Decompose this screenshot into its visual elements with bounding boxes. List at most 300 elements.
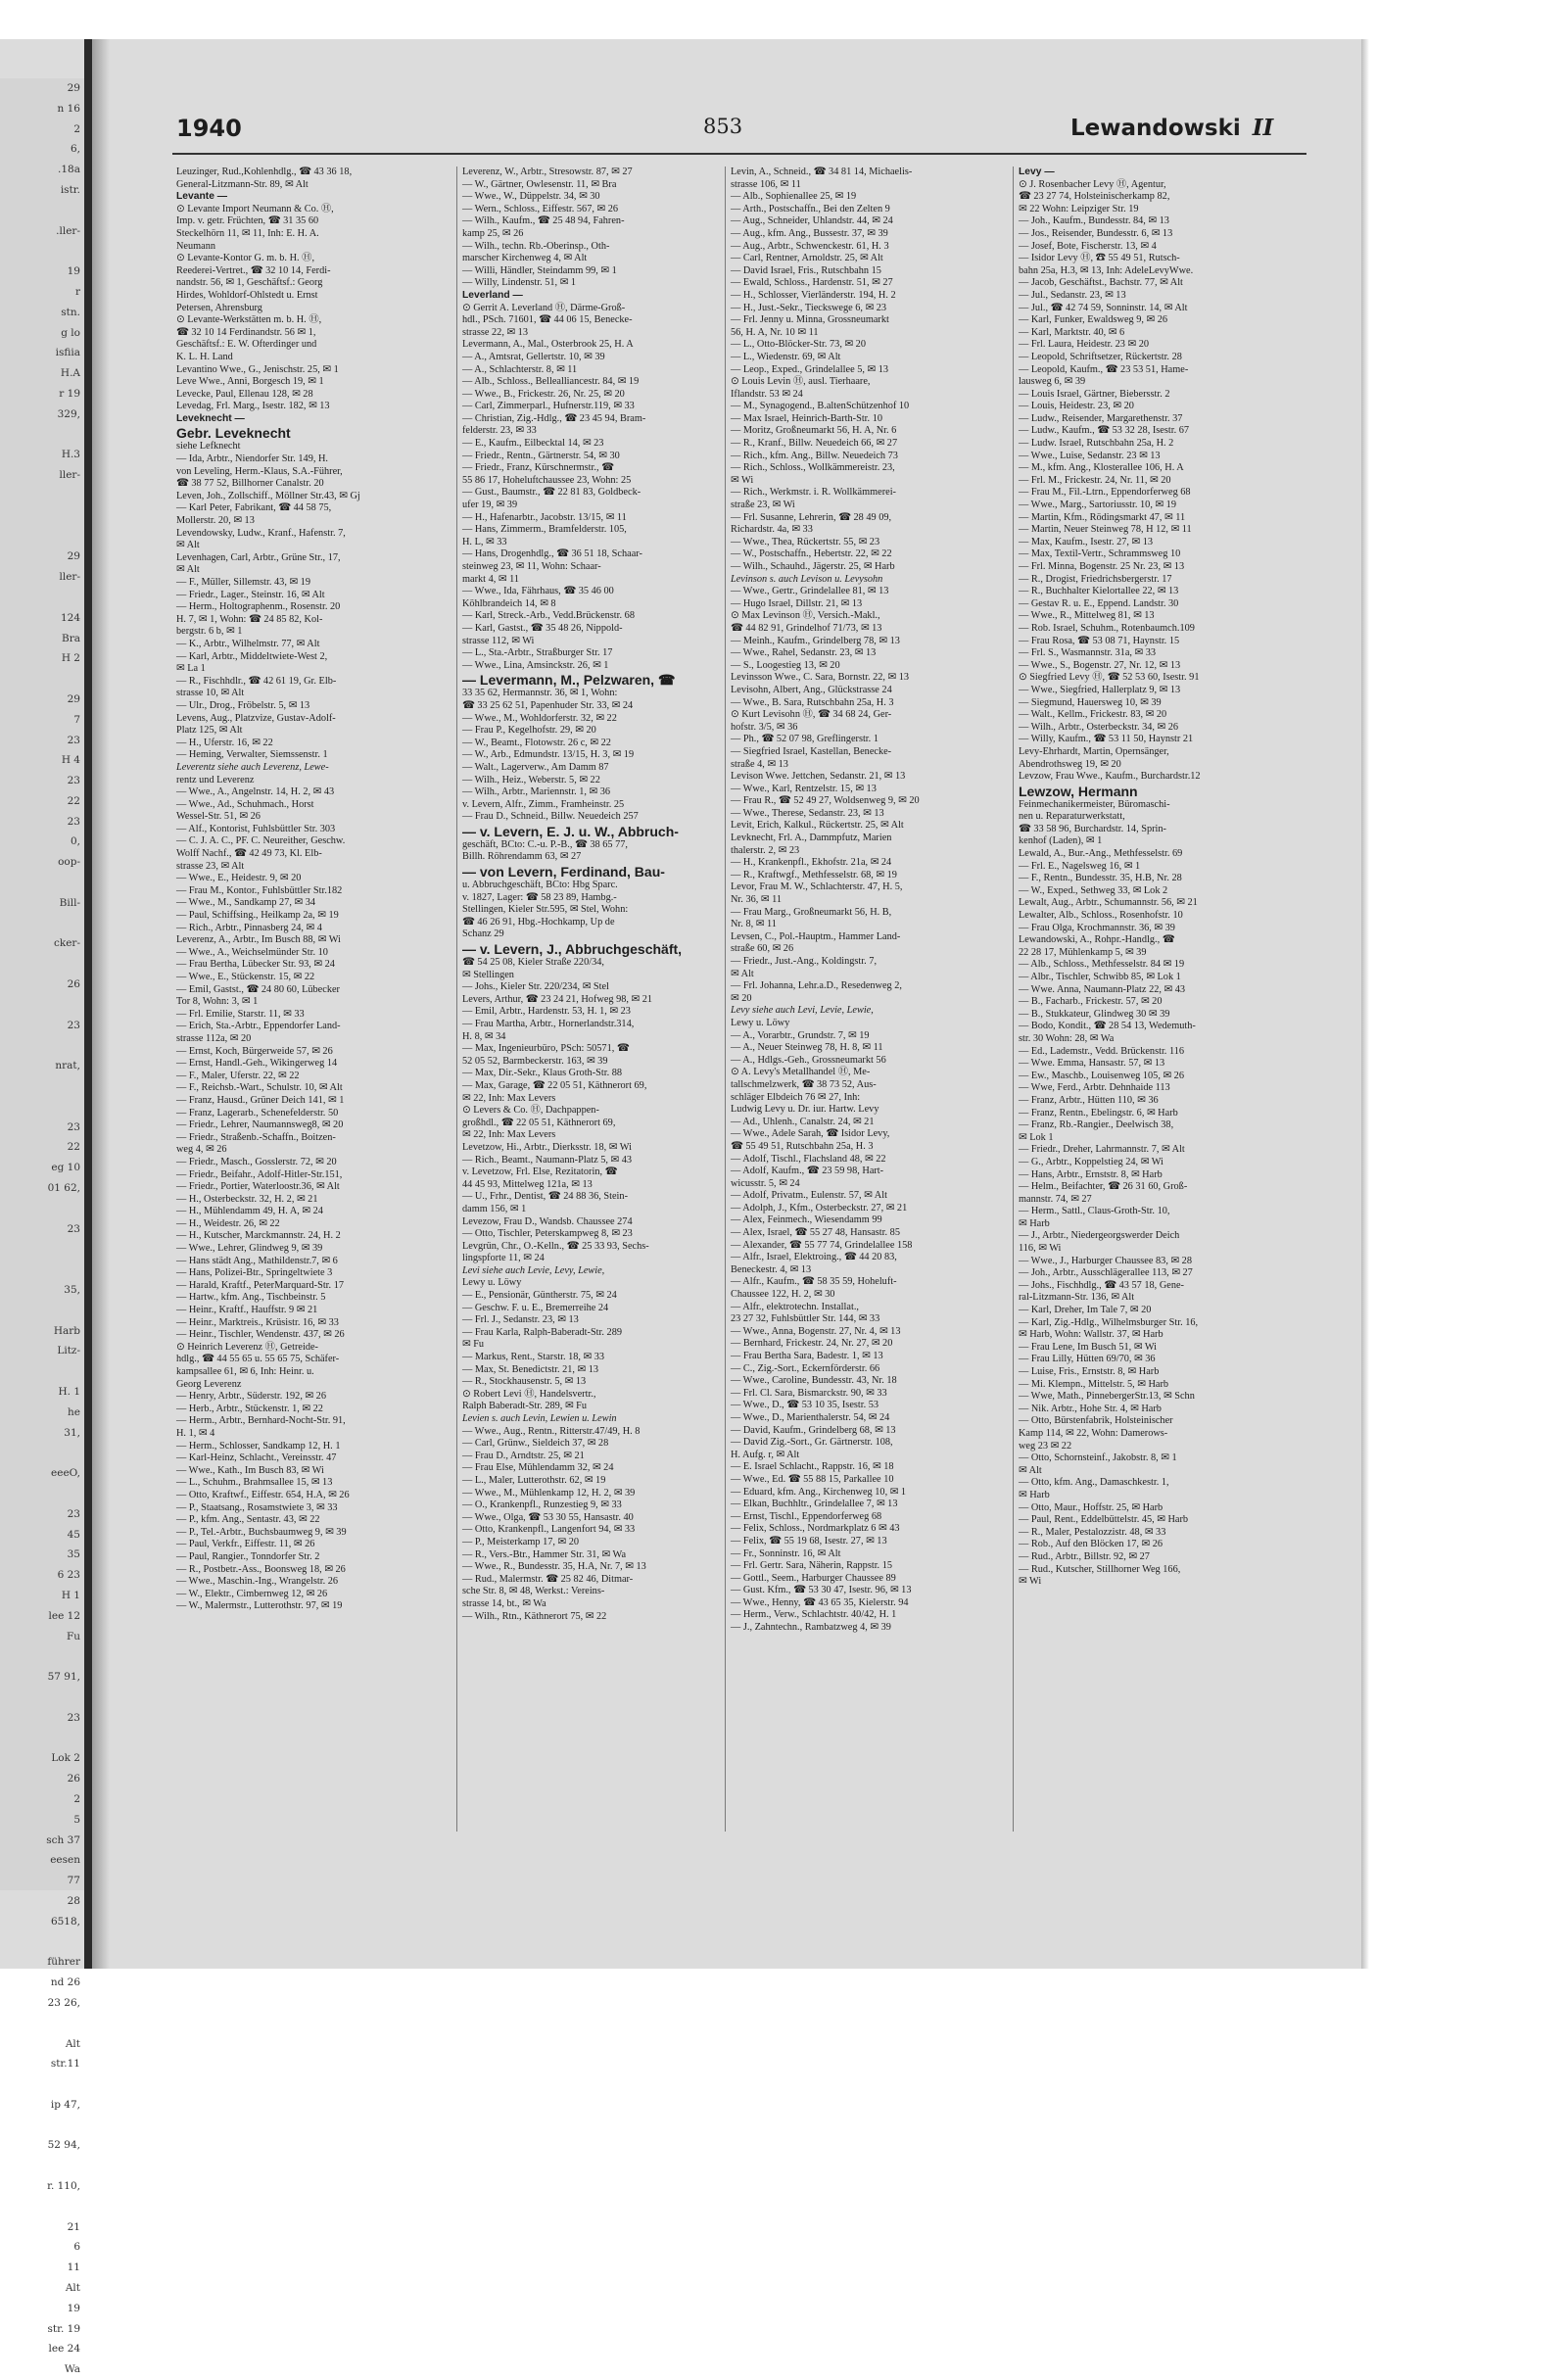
directory-entry: Leuzinger, Rud.,Kohlenhdlg., ☎ 43 36 18, — [176, 167, 353, 177]
directory-entry: ✉ Harb — [1019, 1489, 1050, 1500]
prev-page-fragment: .ller- — [56, 224, 80, 237]
directory-entry: — M., kfm. Ang., Klosterallee 106, H. A — [1019, 462, 1184, 474]
directory-entry: — F., Reichsb.-Wart., Schulstr. 10, ✉ Alt — [176, 1082, 343, 1094]
directory-entry: — Paul, Schiffsing., Heilkamp 2a, ✉ 19 — [176, 910, 339, 922]
directory-entry: — L., Wiedenstr. 69, ✉ Alt — [731, 351, 841, 362]
directory-heading: Leverland — — [462, 289, 523, 301]
directory-entry: — E., Kaufm., Eilbecktal 14, ✉ 23 — [462, 438, 604, 450]
directory-column-2 — [462, 167, 738, 1623]
directory-entry: — W., Postschaffn., Hebertstr. 22, ✉ 22 — [731, 548, 892, 560]
directory-entry: Levison Wwe. Jettchen, Sedanstr. 21, ✉ 13 — [731, 771, 906, 783]
directory-entry: strasse 22, ✉ 13 — [462, 326, 528, 338]
directory-entry: Levedag, Frl. Marg., Isestr. 182, ✉ 13 — [176, 401, 330, 412]
directory-entry: ✉ Alt — [176, 564, 200, 576]
prev-page-fragment: Lok 2 — [51, 1752, 80, 1765]
directory-heading: — von Levern, Ferdinand, Bau- — [462, 864, 665, 881]
directory-entry: — Frau Marg., Großneumarkt 56, H. B, — [731, 906, 892, 918]
directory-entry: ✉ Lok 1 — [1019, 1131, 1054, 1143]
prev-page-fragment: ip 47, — [50, 2098, 80, 2111]
directory-entry: ral-Litzmann-Str. 136, ✉ Alt — [1019, 1292, 1135, 1304]
prev-page-fragment: H 4 — [61, 754, 80, 767]
column-rule — [1013, 167, 1014, 1832]
prev-page-fragment: Harb — [53, 1324, 80, 1337]
directory-entry: — Arth., Postschaffn., Bei den Zelten 9 — [731, 203, 890, 214]
directory-entry: — Josef, Bote, Fischerstr. 13, ✉ 4 — [1019, 240, 1157, 252]
directory-entry: Chaussee 122, H. 2, ✉ 30 — [731, 1289, 835, 1301]
running-head-name: Lewandowski — [1070, 116, 1241, 141]
prev-page-fragment: H. 1 — [58, 1386, 80, 1398]
directory-entry: — Leopold, Schriftsetzer, Rückertstr. 28 — [1019, 351, 1182, 362]
directory-entry: hofstr. 3/5, ✉ 36 — [731, 721, 798, 733]
directory-entry: — David Zig.-Sort., Gr. Gärtnerstr. 108, — [731, 1437, 893, 1449]
prev-page-fragment — [0, 1239, 84, 1260]
directory-entry: — Wwe., Olga, ☎ 53 30 55, Hansastr. 40 — [462, 1511, 634, 1523]
prev-page-fragment: 57 91, — [47, 1671, 80, 1684]
directory-entry: — Alf., Kontorist, Fuhlsbüttler Str. 303 — [176, 823, 336, 834]
prev-page-fragment — [0, 2014, 84, 2034]
directory-entry: — Martin, Neuer Steinweg 78, H 12, ✉ 11 — [1019, 524, 1192, 536]
directory-entry: Abendrothsweg 19, ✉ 20 — [1019, 758, 1121, 770]
prev-page-fragment: 23 — [67, 1711, 80, 1724]
directory-entry: Stellingen, Kieler Str.595, ✉ Stel, Wohn: — [462, 904, 629, 916]
directory-entry: kenhof (Laden), ✉ 1 — [1019, 835, 1103, 847]
directory-entry: — O., Krankenpfl., Runzestieg 9, ✉ 33 — [462, 1499, 622, 1511]
prev-page-fragment: 28 — [67, 1894, 80, 1907]
prev-page-fragment: 6, — [70, 143, 80, 156]
directory-entry: — Helm., Beifachter, ☎ 26 31 60, Groß- — [1019, 1181, 1188, 1193]
directory-entry: — Wwe, Ferd., Arbtr. Dehnhaide 113 — [1019, 1082, 1170, 1094]
prev-page-fragment — [0, 1361, 84, 1382]
directory-entry: — Wwe. Emma, Hansastr. 57, ✉ 13 — [1019, 1058, 1165, 1070]
directory-entry: — Jul., ☎ 42 74 59, Sonninstr. 14, ✉ Alt — [1019, 302, 1188, 313]
directory-entry: ⊙ Kurt Levisohn Ⓗ, ☎ 34 68 24, Ger- — [731, 709, 892, 721]
directory-entry: — Mi. Klempn., Mittelstr. 5, ✉ Harb — [1019, 1378, 1169, 1390]
directory-entry: — Albr., Tischler, Schwibb 85, ✉ Lok 1 — [1019, 972, 1181, 982]
directory-entry: — Frl. Susanne, Lehrerin, ☎ 28 49 09, — [731, 511, 892, 523]
directory-entry: strasse 14, bt., ✉ Wa — [462, 1597, 546, 1609]
directory-entry: — Frau R., ☎ 52 49 27, Woldsenweg 9, ✉ 20 — [731, 795, 920, 807]
directory-entry: — Wwe., E., Stückenstr. 15, ✉ 22 — [176, 972, 315, 982]
directory-entry: — Hans, Zimmerm., Bramfelderstr. 105, — [462, 524, 627, 536]
directory-entry: — Frau M., Fil.-Ltrn., Eppendorferweg 68 — [1019, 487, 1191, 499]
prev-page-fragment: isfiia — [55, 347, 80, 359]
directory-entry: — Meinh., Kaufm., Grindelberg 78, ✉ 13 — [731, 635, 900, 646]
directory-entry: Hirdes, Wohldorf-Ohlstedt u. Ernst — [176, 289, 318, 301]
prev-page-fragment — [0, 201, 84, 221]
prev-page-fragment: ller- — [59, 571, 80, 584]
directory-entry: kamp 25, ✉ 26 — [462, 227, 524, 239]
page-number: 853 — [703, 115, 743, 138]
directory-entry: — R., Buchhalter Kielortallee 22, ✉ 13 — [1019, 586, 1179, 597]
directory-entry: — Otto, Bürstenfabrik, Holsteinischer — [1019, 1415, 1173, 1427]
directory-entry: — Friedr., Franz, Kürschnermstr., ☎ — [462, 462, 614, 474]
directory-entry: — Emil, Gastst., ☎ 24 80 60, Lübecker — [176, 983, 340, 995]
directory-entry: Geschäftsf.: E. W. Ofterdinger und — [176, 339, 317, 351]
prev-page-fragment: ller- — [59, 469, 80, 482]
directory-entry: — G., Arbtr., Koppelstieg 24, ✉ Wi — [1019, 1156, 1163, 1167]
directory-entry: — Ernst, Handl.-Geh., Wikingerweg 14 — [176, 1058, 338, 1070]
directory-entry: Neumann — [176, 240, 216, 252]
directory-entry: v. 1827, Lager: ☎ 58 23 89, Hambg.- — [462, 891, 617, 903]
prev-page-fragment: eeeO, — [51, 1467, 80, 1480]
directory-entry: — Paul, Rent., Eddelbüttelstr. 45, ✉ Harb — [1019, 1514, 1189, 1526]
directory-entry: — P., Staatsang., Rosamstwiete 3, ✉ 33 — [176, 1501, 338, 1513]
directory-entry: — Karl, Arbtr., Middeltwiete-West 2, — [176, 650, 328, 662]
prev-page-fragment — [0, 1301, 84, 1321]
directory-entry: — Wwe., M., Sandkamp 27, ✉ 34 — [176, 897, 315, 909]
directory-entry: — Otto, Tischler, Peterskampweg 8, ✉ 23 — [462, 1228, 633, 1240]
prev-page-fragment: str.11 — [50, 2058, 80, 2071]
prev-page-fragment: 19 — [67, 265, 80, 278]
prev-page-fragment: 19 — [67, 2302, 80, 2314]
directory-entry: — Max, Ingenieurbüro, PSch: 50571, ☎ — [462, 1043, 630, 1055]
directory-entry: H. 1, ✉ 4 — [176, 1427, 215, 1439]
directory-entry: — Frl. J., Sedanstr. 23, ✉ 13 — [462, 1314, 579, 1326]
directory-entry: — W., Beamt., Flotowstr. 26 c, ✉ 22 — [462, 737, 611, 748]
prev-page-fragment — [0, 241, 84, 262]
directory-entry: Feinmechanikermeister, Büromaschi- — [1019, 798, 1170, 810]
directory-entry: — W., Gärtner, Owlesenstr. 11, ✉ Bra — [462, 178, 617, 190]
prev-page-fragment: 35, — [64, 1284, 80, 1297]
directory-entry: ⊙ Gerrit A. Leverland Ⓗ, Därme-Groß- — [462, 302, 626, 313]
directory-entry: — Frau Bertha Sara, Badestr. 1, ✉ 13 — [731, 1351, 883, 1361]
prev-page-fragment — [0, 1932, 84, 1953]
directory-entry: — Wwe., Karl, Rentzelstr. 15, ✉ 13 — [731, 783, 877, 794]
directory-entry: — L., Schuhm., Brahmsallee 15, ✉ 13 — [176, 1477, 333, 1489]
prev-page-fragment: oop- — [58, 856, 80, 869]
prev-page-fragment: 77 — [67, 1875, 80, 1887]
directory-entry: — Otto, Kraftwf., Eiffestr. 654, H.A, ✉ 26 — [176, 1489, 350, 1500]
directory-column-3 — [731, 167, 1007, 1635]
directory-entry: — Ernst, Tischl., Eppendorferweg 68 — [731, 1510, 882, 1522]
prev-page-fragment: 7 — [73, 713, 80, 726]
directory-entry: — Wwe., B. Sara, Rutschbahn 25a, H. 3 — [731, 696, 894, 708]
prev-page-fragment: .18a — [58, 164, 80, 176]
directory-entry: — H., Hafenarbtr., Jacobstr. 13/15, ✉ 11 — [462, 511, 627, 523]
prev-page-fragment: Bra — [62, 632, 80, 644]
directory-entry: ☎ 33 25 62 51, Papenhuder Str. 33, ✉ 24 — [462, 699, 634, 711]
directory-entry: — Otto, kfm. Ang., Damaschkestr. 1, — [1019, 1477, 1169, 1489]
directory-entry: — Wwe., Lehrer, Glindweg 9, ✉ 39 — [176, 1243, 323, 1255]
prev-page-fragment: g lo — [61, 326, 80, 339]
column-rule — [456, 167, 457, 1832]
directory-entry: — Friedr., Portier, Waterloostr.36, ✉ Alt — [176, 1181, 340, 1193]
directory-entry: — Max, St. Benedictstr. 21, ✉ 13 — [462, 1363, 599, 1375]
directory-entry: — Frl. Emilie, Starstr. 11, ✉ 33 — [176, 1008, 305, 1020]
directory-entry: — R., Postbetr.-Ass., Boonsweg 18, ✉ 26 — [176, 1563, 346, 1575]
directory-entry: — Martin, Kfm., Rödingsmarkt 47, ✉ 11 — [1019, 511, 1186, 523]
directory-entry: — Ludw., Kaufm., ☎ 53 32 28, Isestr. 67 — [1019, 425, 1190, 437]
directory-entry: ☎ 46 26 91, Hbg.-Hochkamp, Up de — [462, 916, 615, 928]
prev-page-fragment: 26 — [67, 1773, 80, 1785]
directory-entry: von Leveling, Herm.-Klaus, S.A.-Führer, — [176, 465, 343, 477]
directory-heading: Levante — — [176, 191, 228, 203]
directory-entry: — Carl, Grünw., Sieldeich 37, ✉ 28 — [462, 1438, 609, 1450]
directory-entry: — Walt., Kellm., Frickestr. 83, ✉ 20 — [1019, 709, 1167, 721]
directory-entry: — Heming, Verwalter, Siemssenstr. 1 — [176, 749, 328, 761]
directory-entry: großhdl., ☎ 22 05 51, Käthnerort 69, — [462, 1117, 616, 1128]
directory-entry: — L., Otto-Blöcker-Str. 73, ✉ 20 — [731, 339, 866, 351]
directory-entry: — Friedr., Straßenb.-Schaffn., Boitzen- — [176, 1131, 336, 1143]
directory-entry: — Frl. S., Wasmannstr. 31a, ✉ 33 — [1019, 647, 1157, 659]
directory-entry: — Wilh., Kaufm., ☎ 25 48 94, Fahren- — [462, 215, 625, 227]
directory-entry: — Ludw., Reisender, Margarethenstr. 37 — [1019, 412, 1183, 424]
directory-entry: — Markus, Rent., Starstr. 18, ✉ 33 — [462, 1352, 605, 1363]
directory-entry: — A., Schlachterstr. 8, ✉ 11 — [462, 363, 578, 375]
directory-entry: — Adolf, Privatm., Eulenstr. 57, ✉ Alt — [731, 1190, 887, 1202]
directory-entry: — Friedr., Dreher, Lahrmannstr. 7, ✉ Alt — [1019, 1144, 1185, 1156]
directory-entry: — Frau Bertha, Lübecker Str. 93, ✉ 24 — [176, 959, 335, 971]
prev-page-fragment: Bill- — [59, 896, 80, 909]
directory-entry: — B., Facharb., Frickestr. 57, ✉ 20 — [1019, 996, 1163, 1008]
directory-entry: — Franz, Rentn., Ebelingstr. 6, ✉ Harb — [1019, 1107, 1178, 1119]
directory-entry: — Ew., Maschb., Louisenweg 105, ✉ 26 — [1019, 1070, 1184, 1081]
directory-entry: — Ludw. Israel, Rutschbahn 25a, H. 2 — [1019, 438, 1174, 450]
directory-entry: — Wwe., Anna, Bogenstr. 27, Nr. 4, ✉ 13 — [731, 1325, 901, 1337]
directory-entry: ✉ La 1 — [176, 663, 206, 675]
directory-entry: str. 30 Wohn: 28, ✉ Wa — [1019, 1032, 1115, 1044]
directory-entry: ✉ 20 — [731, 992, 752, 1004]
directory-entry: Levor, Frau M. W., Schlachterstr. 47, H. 5, — [731, 881, 903, 893]
prev-page-fragment: H 1 — [61, 1589, 80, 1601]
directory-entry: — L., Sta.-Arbtr., Straßburger Str. 17 — [462, 647, 613, 659]
directory-entry: — Wwe., R., Mittelweg 81, ✉ 13 — [1019, 610, 1155, 622]
directory-entry: — Herm., Holtographenm., Rosenstr. 20 — [176, 601, 341, 613]
directory-entry: — Max, Kaufm., Isestr. 27, ✉ 13 — [1019, 536, 1154, 547]
directory-entry: steinweg 23, ✉ 11, Wohn: Schaar- — [462, 561, 601, 572]
directory-entry: rentz und Leverenz — [176, 774, 255, 785]
directory-entry: hdlg., ☎ 44 55 65 u. 55 65 75, Schäfer- — [176, 1354, 340, 1365]
directory-entry: Levendowsky, Ludw., Kranf., Hafenstr. 7, — [176, 527, 346, 539]
directory-entry: — Hans städt Ang., Mathildenstr.7, ✉ 6 — [176, 1255, 338, 1266]
directory-entry: — R., Drogist, Friedrichsbergerstr. 17 — [1019, 573, 1172, 585]
directory-entry: weg 4, ✉ 26 — [176, 1144, 227, 1156]
directory-entry: siehe Lefknecht — [176, 441, 241, 452]
prev-page-fragment: 35 — [67, 1548, 80, 1561]
directory-entry: — Friedr., Rentn., Gärtnerstr. 54, ✉ 30 — [462, 450, 620, 461]
directory-entry: — Frau P., Kegelhofstr. 29, ✉ 20 — [462, 725, 596, 737]
prev-page-fragment — [0, 1260, 84, 1280]
directory-entry: — Max, Garage, ☎ 22 05 51, Käthnerort 69, — [462, 1079, 647, 1091]
prev-page-fragment — [0, 954, 84, 975]
directory-entry: 52 05 52, Barmbeckerstr. 163, ✉ 39 — [462, 1055, 608, 1067]
directory-entry: — Rich., Arbtr., Pinnasberg 24, ✉ 4 — [176, 922, 322, 933]
directory-entry: — Gust. Kfm., ☎ 53 30 47, Isestr. 96, ✉ 13 — [731, 1585, 912, 1596]
directory-entry: — Karl, Streck.-Arb., Vedd.Brückenstr. 68 — [462, 610, 635, 622]
directory-entry: ⊙ Levante-Werkstätten m. b. H. Ⓗ, — [176, 314, 322, 326]
prev-page-fragment: 5 — [73, 1813, 80, 1826]
directory-entry: — Wwe., Kath., Im Busch 83, ✉ Wi — [176, 1464, 324, 1476]
directory-entry: — Paul, Verkfr., Eiffestr. 11, ✉ 26 — [176, 1539, 315, 1550]
directory-entry: Schanz 29 — [462, 928, 504, 940]
directory-entry: — Leop., Exped., Grindelallee 5, ✉ 13 — [731, 363, 889, 375]
directory-entry: — Friedr., Lehrer, Naumannsweg8, ✉ 20 — [176, 1119, 344, 1131]
directory-entry: — Frl. Minna, Bogenstr. 25 Nr. 23, ✉ 13 — [1019, 561, 1185, 572]
directory-entry: strasse 112, ✉ Wi — [462, 635, 535, 646]
directory-entry: — Herm., Schlosser, Sandkamp 12, H. 1 — [176, 1440, 341, 1452]
prev-page-fragment: H 2 — [61, 652, 80, 665]
directory-entry: geschäft, BCto: C.-u. P.-B., ☎ 38 65 77, — [462, 838, 628, 850]
directory-entry: — Hans, Drogenhdlg., ☎ 36 51 18, Schaar- — [462, 548, 642, 560]
directory-entry: v. Levern, Alfr., Zimm., Framheinstr. 25 — [462, 798, 625, 810]
directory-entry: v. Levetzow, Frl. Else, Rezitatorin, ☎ — [462, 1166, 618, 1178]
directory-entry: — Wwe., Henny, ☎ 43 65 35, Kielerstr. 94 — [731, 1596, 909, 1608]
directory-entry: — Wwe. Anna, Naumann-Platz 22, ✉ 43 — [1019, 983, 1186, 995]
directory-entry: Nr. 8, ✉ 11 — [731, 919, 777, 930]
directory-entry: Nr. 36, ✉ 11 — [731, 894, 783, 906]
directory-entry: Levgrün, Chr., O.-Kelln., ☎ 25 33 93, Sechs- — [462, 1240, 649, 1252]
prev-page-fragment — [0, 1688, 84, 1708]
directory-entry: — Wwe., B., Frickestr. 26, Nr. 25, ✉ 20 — [462, 388, 625, 400]
directory-entry: Leve Wwe., Anni, Borgesch 19, ✉ 1 — [176, 376, 324, 388]
prev-page-fragment — [0, 914, 84, 934]
directory-entry: — Felix, ☎ 55 19 68, Isestr. 27, ✉ 13 — [731, 1535, 887, 1547]
directory-entry: — Adolf, Tischl., Flachsland 48, ✉ 22 — [731, 1153, 886, 1165]
prev-page-fragment — [0, 873, 84, 893]
directory-entry: — H., Schlosser, Vierländerstr. 194, H. 2 — [731, 289, 896, 301]
directory-entry: — J., Arbtr., Niedergeorgswerder Deich — [1019, 1230, 1180, 1242]
directory-entry: — S., Loogestieg 13, ✉ 20 — [731, 659, 840, 671]
prev-page-fragment: 23 — [67, 1507, 80, 1520]
directory-entry: marscher Kirchenweg 4, ✉ Alt — [462, 253, 588, 264]
prev-page-fragment: 23 26, — [47, 1996, 80, 2009]
directory-entry: damm 156, ✉ 1 — [462, 1203, 527, 1214]
directory-entry: — Wwe., Marg., Sartoriusstr. 10, ✉ 19 — [1019, 500, 1176, 511]
directory-entry: — Felix, Schloss., Nordmarkplatz 6 ✉ 43 — [731, 1523, 900, 1535]
prev-page-fragment: H.A — [60, 367, 80, 380]
prev-page-fragment: 23 — [67, 1019, 80, 1031]
prev-page-fragment: 11 — [67, 2261, 80, 2274]
prev-page-fragment: Alt — [65, 2037, 80, 2050]
directory-entry: — L., Maler, Lutterothstr. 62, ✉ 19 — [462, 1474, 606, 1486]
running-head-numeral: II — [1252, 115, 1274, 141]
directory-entry: ☎ 23 27 74, Holsteinischerkamp 82, — [1019, 191, 1170, 203]
directory-entry: ☎ 33 58 96, Burchardstr. 14, Sprin- — [1019, 823, 1166, 834]
directory-entry: weg 23 ✉ 22 — [1019, 1440, 1072, 1452]
directory-entry: — Wern., Schloss., Eiffestr. 567, ✉ 26 — [462, 203, 619, 214]
directory-entry: — Wilh., Heiz., Weberstr. 5, ✉ 22 — [462, 774, 600, 785]
directory-entry: — Ernst, Koch, Bürgerweide 57, ✉ 26 — [176, 1045, 333, 1057]
directory-entry: ✉ Harb — [1019, 1217, 1050, 1229]
directory-entry: — Alex, Israel, ☎ 55 27 48, Hansastr. 85 — [731, 1227, 900, 1239]
directory-entry: — Karl-Heinz, Schlacht., Vereinsstr. 47 — [176, 1452, 337, 1464]
directory-entry: mannstr. 74, ✉ 27 — [1019, 1193, 1092, 1205]
directory-entry: Lewalter, Alb., Schloss., Rosenhofstr. 10 — [1019, 910, 1183, 922]
directory-entry: — W., Elektr., Cimbernweg 12, ✉ 26 — [176, 1588, 328, 1599]
directory-entry: — Karl, Zig.-Hdlg., Wilhelmsburger Str. 16, — [1019, 1316, 1199, 1328]
directory-entry: — Rob. Israel, Schuhm., Rotenbaumch.109 — [1019, 622, 1195, 634]
prev-page-fragment: 23 — [67, 734, 80, 746]
directory-entry: ✉ Alt — [1019, 1464, 1042, 1476]
directory-entry: Lewalt, Aug., Arbtr., Schumannstr. 56, ✉ 21 — [1019, 897, 1198, 909]
directory-entry: ⊙ Levante Import Neumann & Co. Ⓗ, — [176, 203, 334, 214]
directory-entry: Levin, A., Schneid., ☎ 34 81 14, Michaelis- — [731, 167, 913, 177]
directory-entry: — Wwe., Lina, Amsinckstr. 26, ✉ 1 — [462, 659, 609, 671]
directory-entry: — Max, Textil-Vertr., Schrammsweg 10 — [1019, 548, 1181, 560]
directory-entry: — Max Israel, Heinrich-Barth-Str. 10 — [731, 412, 882, 424]
prev-page-fragment: r. 110, — [47, 2180, 80, 2193]
directory-entry: — Wwe., Gertr., Grindelallee 81, ✉ 13 — [731, 586, 889, 597]
directory-entry: — Frl. Johanna, Lehr.a.D., Resedenweg 2, — [731, 980, 903, 992]
directory-entry: — Bodo, Kondit., ☎ 28 54 13, Wedemuth- — [1019, 1021, 1196, 1032]
directory-entry: Imp. v. getr. Früchten, ☎ 31 35 60 — [176, 215, 319, 227]
directory-entry: 44 45 93, Mittelweg 121a, ✉ 13 — [462, 1178, 593, 1190]
directory-entry: — Alfr., Kaufm., ☎ 58 35 59, Hoheluft- — [731, 1276, 897, 1288]
directory-entry: — Jacob, Geschäftst., Bachstr. 77, ✉ Alt — [1019, 277, 1183, 289]
directory-entry: — Alex, Feinmech., Wiesendamm 99 — [731, 1214, 882, 1226]
directory-entry: Ralph Baberadt-Str. 289, ✉ Fu — [462, 1401, 588, 1412]
directory-entry: — J., Zahntechn., Rambatzweg 4, ✉ 39 — [731, 1622, 891, 1634]
prev-page-fragment: Litz- — [57, 1345, 80, 1357]
directory-entry: 23 27 32, Fuhlsbüttler Str. 144, ✉ 33 — [731, 1313, 880, 1325]
directory-entry: sche Str. 8, ✉ 48, Werkst.: Vereins- — [462, 1586, 605, 1597]
prev-page-fragment: 26 — [67, 978, 80, 991]
directory-entry: — Isidor Levy Ⓗ, ☎ 55 49 51, Rutsch- — [1019, 253, 1180, 264]
prev-page-fragment — [0, 486, 84, 506]
directory-entry: ⊙ Siegfried Levy Ⓗ, ☎ 52 53 60, Isestr. 91 — [1019, 672, 1200, 684]
prev-page-fragment: cker- — [53, 937, 80, 950]
directory-entry: — Frau D., Arndtstr. 25, ✉ 21 — [462, 1450, 585, 1461]
directory-entry: — Leopold, Kaufm., ☎ 23 53 51, Hame- — [1019, 363, 1189, 375]
directory-entry: — Adolf, Kaufm., ☎ 23 59 98, Hart- — [731, 1166, 884, 1177]
prev-page-fragment — [0, 527, 84, 547]
directory-entry: — Wwe., S., Bogenstr. 27, Nr. 12, ✉ 13 — [1019, 659, 1181, 671]
directory-entry: H. 8, ✉ 34 — [462, 1030, 506, 1042]
directory-entry: — Frau D., Schneid., Billw. Neuedeich 257 — [462, 811, 639, 823]
directory-entry: ⊙ Robert Levi Ⓗ, Handelsvertr., — [462, 1388, 596, 1400]
directory-entry: bergstr. 6 b, ✉ 1 — [176, 626, 243, 638]
directory-entry: — Moritz, Großneumarkt 56, H. A, Nr. 6 — [731, 425, 897, 437]
directory-entry: ✉ Wi — [1019, 1576, 1042, 1588]
directory-entry: — H., Krankenpfl., Ekhofstr. 21a, ✉ 24 — [731, 857, 892, 869]
directory-heading: Levy — — [1019, 167, 1055, 177]
directory-entry: — A., Vorarbtr., Grundstr. 7, ✉ 19 — [731, 1029, 870, 1041]
prev-page-fragment: eesen — [50, 1854, 80, 1867]
prev-page-fragment: 22 — [67, 1141, 80, 1154]
directory-entry: — Wwe., Maschin.-Ing., Wrangelstr. 26 — [176, 1576, 339, 1588]
directory-entry: straße 60, ✉ 26 — [731, 943, 794, 955]
directory-entry: ✉ 22, Inh: Max Levers — [462, 1092, 556, 1104]
directory-entry: lausweg 6, ✉ 39 — [1019, 376, 1086, 388]
prev-page-fragment: 29 — [67, 692, 80, 705]
directory-entry: — Rich., Schloss., Wollkämmereistr. 23, — [731, 462, 895, 474]
directory-entry: Richardstr. 4a, ✉ 33 — [731, 524, 813, 536]
directory-entry: H. L, ✉ 33 — [462, 536, 507, 547]
directory-entry: — Paul, Rangier., Tonndorfer Str. 2 — [176, 1550, 320, 1562]
directory-entry: Petersen, Ahrensburg — [176, 302, 262, 313]
directory-entry: ✉ Alt — [176, 540, 200, 551]
directory-entry: — Rich., Werkmstr. i. R. Wollkämmerei- — [731, 487, 896, 499]
directory-entry: — Herb., Arbtr., Stückenstr. 1, ✉ 22 — [176, 1403, 323, 1414]
directory-heading: — Levermann, M., Pelzwaren, ☎ — [462, 672, 676, 689]
directory-entry: — Wwe., Rahel, Sedanstr. 23, ✉ 13 — [731, 647, 877, 659]
prev-page-fragment: 29 — [67, 550, 80, 563]
prev-page-fragment: lee 12 — [48, 1609, 80, 1622]
directory-entry: Levezow, Frau D., Wandsb. Chaussee 274 — [462, 1215, 633, 1227]
directory-entry: — Ulr., Drog., Fröbelstr. 5, ✉ 13 — [176, 699, 310, 711]
prev-page-fragment: 23 — [67, 1120, 80, 1133]
directory-entry: — Christian, Zig.-Hdlg., ☎ 23 45 94, Bram- — [462, 412, 646, 424]
directory-entry: — Herm., Verw., Schlachtstr. 40/42, H. 1 — [731, 1609, 897, 1621]
directory-entry: — Franz, Lagerarb., Schenefelderstr. 50 — [176, 1107, 339, 1119]
prev-page-fragment — [0, 425, 84, 446]
running-head — [1070, 115, 1273, 141]
directory-entry: ☎ 38 77 52, Billhorner Canalstr. 20 — [176, 478, 324, 490]
prev-page-fragment — [0, 669, 84, 690]
prev-page-fragment: 6 23 — [57, 1569, 80, 1582]
directory-entry: Wessel-Str. 51, ✉ 26 — [176, 811, 261, 823]
directory-entry: — Siegmund, Hauersweg 10, ✉ 39 — [1019, 696, 1162, 708]
